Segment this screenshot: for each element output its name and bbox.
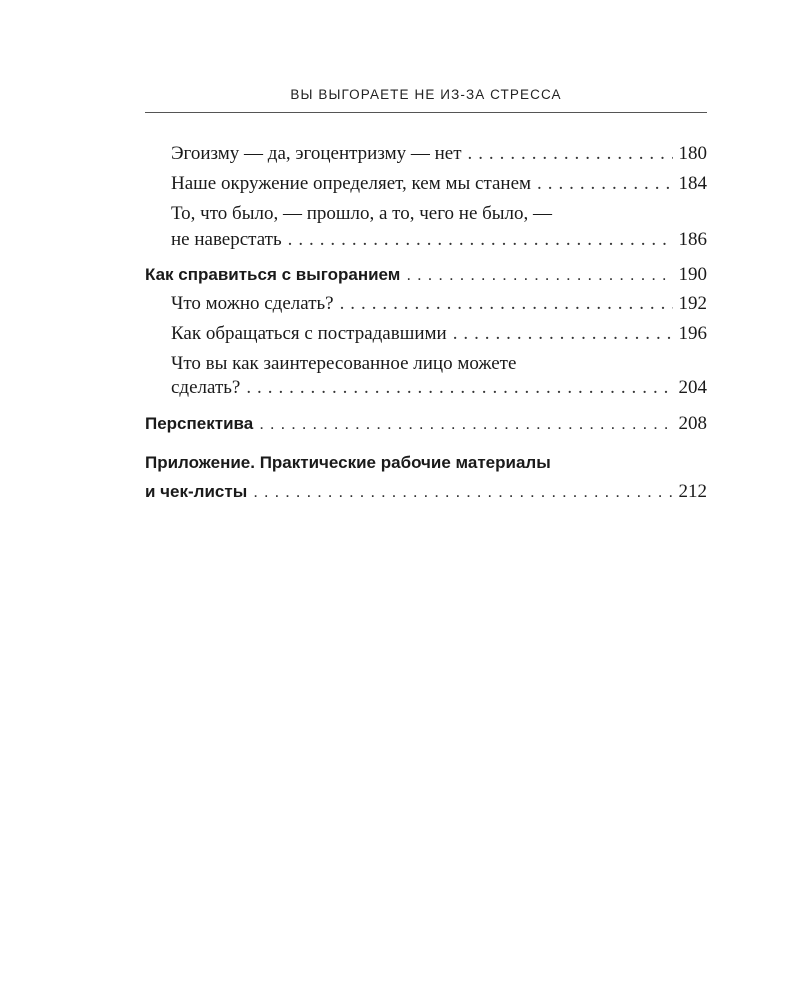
- toc-entry[interactable]: [171, 292, 707, 316]
- toc-page-number: 208: [678, 413, 707, 434]
- toc-entry-title: Эгоизму — да, эгоцентризму — нет: [171, 143, 462, 164]
- toc-chapter-title: Перспектива: [145, 414, 254, 433]
- leader-dots: [288, 228, 673, 252]
- toc-entry-title: Наше окружение определяет, кем мы станем: [171, 173, 532, 194]
- leader-dots: [537, 172, 672, 196]
- toc-entry-title-line2: сделать?: [171, 377, 241, 398]
- toc-entry[interactable]: [171, 322, 707, 346]
- toc-entry-title: Как обращаться с пострадавшими: [171, 323, 447, 344]
- toc-page-number: 192: [678, 293, 707, 314]
- toc-entry[interactable]: [171, 172, 707, 196]
- toc-entry-title-line2: не наверстать: [171, 229, 282, 250]
- toc-chapter-entry[interactable]: [145, 263, 707, 287]
- leader-dots: [468, 142, 673, 166]
- toc-entry-title: Что можно сделать?: [171, 293, 334, 314]
- running-head: ВЫ ВЫГОРАЕТЕ НЕ ИЗ-ЗА СТРЕССА: [290, 87, 562, 102]
- toc-page-number: 212: [678, 481, 707, 502]
- toc-page-number: 186: [678, 229, 707, 250]
- leader-dots: [406, 263, 672, 287]
- toc-chapter-entry[interactable]: [145, 451, 707, 504]
- toc-entry-title-line1: Что вы как заинтересованное лицо можете: [171, 353, 517, 374]
- toc-page-number: 196: [678, 323, 707, 344]
- toc-page-number: 190: [678, 264, 707, 285]
- toc-entry-title-line1: То, что было, — прошло, а то, чего не было, —: [171, 203, 553, 224]
- leader-dots: [246, 376, 672, 400]
- toc-entry[interactable]: [171, 202, 707, 252]
- toc-page-number: 184: [678, 173, 707, 194]
- toc-page-number: 204: [678, 377, 707, 398]
- leader-dots: [453, 322, 673, 346]
- leader-dots: [340, 292, 673, 316]
- leader-dots: [259, 412, 672, 436]
- toc-page-number: 180: [678, 143, 707, 164]
- toc-chapter-title: Как справиться с выгоранием: [145, 265, 401, 284]
- header-rule: [145, 112, 707, 113]
- leader-dots: [253, 480, 672, 504]
- toc-chapter-title-line1: Приложение. Практические рабочие материалы: [145, 453, 551, 472]
- toc-chapter-title-line2: и чек-листы: [145, 482, 248, 501]
- toc-chapter-entry[interactable]: [145, 412, 707, 436]
- toc-entry[interactable]: [171, 352, 707, 400]
- toc-entry[interactable]: [171, 142, 707, 166]
